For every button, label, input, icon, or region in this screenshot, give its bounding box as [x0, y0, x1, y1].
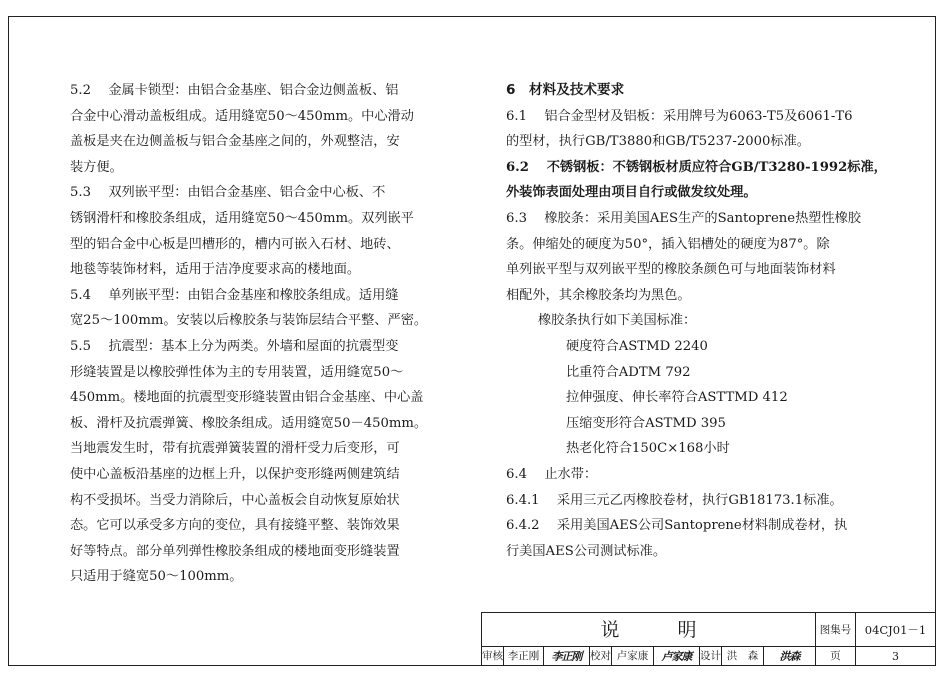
designer-signature: 洪森 — [779, 650, 800, 663]
text-line: 6.2 不锈钢板：不锈钢板材质应符合GB/T3280-1992标准， — [506, 159, 887, 175]
drawing-title: 说明 — [482, 613, 816, 647]
set-number-label: 图集号 — [816, 613, 856, 647]
text-line: 盖板是夹在边侧盖板与铝合金基座之间的，外观整洁，安 — [70, 134, 400, 150]
checker-name: 卢家康 — [612, 647, 654, 666]
text-line: 构不受损坏。当受力消除后，中心盖板会自动恢复原始状 — [70, 492, 400, 508]
review-label: 审核 — [482, 647, 504, 666]
text-line: 单列嵌平型与双列嵌平型的橡胶条颜色可与地面装饰材料 — [506, 262, 836, 278]
standard-item: 热老化符合150C×168小时 — [566, 441, 730, 457]
signature-row — [482, 647, 816, 666]
standard-item: 压缩变形符合ASTMD 395 — [566, 415, 726, 431]
text-line: 6.4.2 采用美国AES公司Santoprene材料制成卷材，执 — [506, 518, 848, 534]
text-line: 地毯等装饰材料，适用于洁净度要求高的楼地面。 — [70, 262, 361, 278]
page-number: 3 — [892, 650, 899, 663]
reviewer-name: 李正刚 — [504, 647, 544, 666]
section-5-4 — [70, 283, 460, 334]
section-6-2 — [506, 155, 901, 206]
page-label: 页 — [816, 647, 856, 666]
text-line: 的型材，执行GB/T3880和GB/T5237-2000标准。 — [506, 134, 810, 150]
checker-signature: 卢家康 — [654, 647, 700, 666]
text-line: 型的铝合金中心板是凹槽形的，槽内可嵌入石材、地砖、 — [70, 236, 400, 252]
section-6-1 — [506, 104, 901, 155]
text-line: 合金中心滑动盖板组成。适用缝宽50～450mm。中心滑动 — [70, 108, 414, 124]
text-line: 6.3 橡胶条：采用美国AES生产的Santoprene热塑性橡胶 — [506, 210, 862, 226]
text-line: 条。伸缩处的硬度为50°，插入铝槽处的硬度为87°。除 — [506, 236, 830, 252]
standards-list — [506, 334, 901, 462]
text-line: 5.4 单列嵌平型：由铝合金基座和橡胶条组成。适用缝 — [70, 287, 399, 303]
text-line: 形缝装置是以橡胶弹性体为主的专用装置，适用缝宽50～ — [70, 364, 404, 380]
text-line: 450mm。楼地面的抗震型变形缝装置由铝合金基座、中心盖 — [70, 390, 424, 406]
text-line: 只适用于缝宽50～100mm。 — [70, 569, 243, 585]
text-line: 当地震发生时，带有抗震弹簧装置的滑杆受力后变形，可 — [70, 441, 400, 457]
text-line: 相配外，其余橡胶条均为黑色。 — [506, 287, 691, 303]
set-number-value: 04CJ01－1 — [856, 613, 935, 647]
designer-name: 洪 森 — [722, 647, 764, 666]
left-column — [70, 78, 460, 590]
right-column — [506, 78, 901, 564]
reviewer-signature: 李正刚 — [544, 647, 590, 666]
text-line: 使中心盖板沿基座的边框上升，以保护变形缝两侧建筑结 — [70, 466, 400, 482]
section-5-5 — [70, 334, 460, 590]
section-6-4-2 — [506, 513, 901, 564]
section-heading-6: 6 材料及技术要求 — [506, 82, 625, 98]
text-line: 板、滑杆及抗震弹簧、橡胶条组成。适用缝宽50－450mm。 — [70, 415, 428, 431]
text-line: 装方便。 — [70, 159, 123, 175]
title-block — [481, 612, 936, 666]
text-line: 5.2 金属卡锁型：由铝合金基座、铝合金边侧盖板、铝 — [70, 83, 399, 98]
text-line: 好等特点。部分单列弹性橡胶条组成的楼地面变形缝装置 — [70, 543, 400, 559]
standard-item: 拉伸强度、伸长率符合ASTTMD 412 — [566, 390, 788, 406]
standards-intro: 橡胶条执行如下美国标准： — [538, 313, 697, 329]
section-6-3 — [506, 206, 901, 308]
text-line: 锈钢滑杆和橡胶条组成，适用缝宽50～450mm。双列嵌平 — [70, 210, 414, 226]
text-line: 5.3 双列嵌平型：由铝合金基座、铝合金中心板、不 — [70, 185, 386, 201]
section-6-4: 6.4 止水带： — [506, 466, 598, 482]
section-5-2 — [70, 78, 460, 180]
text-line: 5.5 抗震型：基本上分为两类。外墙和屋面的抗震型变 — [70, 338, 399, 354]
text-line: 态。它可以承受多方向的变位，具有接缝平整、装饰效果 — [70, 518, 400, 534]
text-line: 6.1 铝合金型材及铝板：采用牌号为6063-T5及6061-T6 — [506, 108, 853, 124]
standard-item: 硬度符合ASTMD 2240 — [566, 338, 708, 354]
text-line: 外装饰表面处理由项目自行或做发纹处理。 — [506, 185, 757, 201]
section-5-3 — [70, 180, 460, 282]
standard-item: 比重符合ADTM 792 — [566, 364, 691, 380]
design-label: 设计 — [700, 647, 722, 666]
check-label: 校对 — [590, 647, 612, 666]
section-6-4-1: 6.4.1 采用三元乙丙橡胶卷材，执行GB18173.1标准。 — [506, 492, 843, 508]
text-line: 行美国AES公司测试标准。 — [506, 543, 667, 559]
text-line: 宽25～100mm。安装以后橡胶条与装饰层结合平整、严密。 — [70, 313, 428, 329]
